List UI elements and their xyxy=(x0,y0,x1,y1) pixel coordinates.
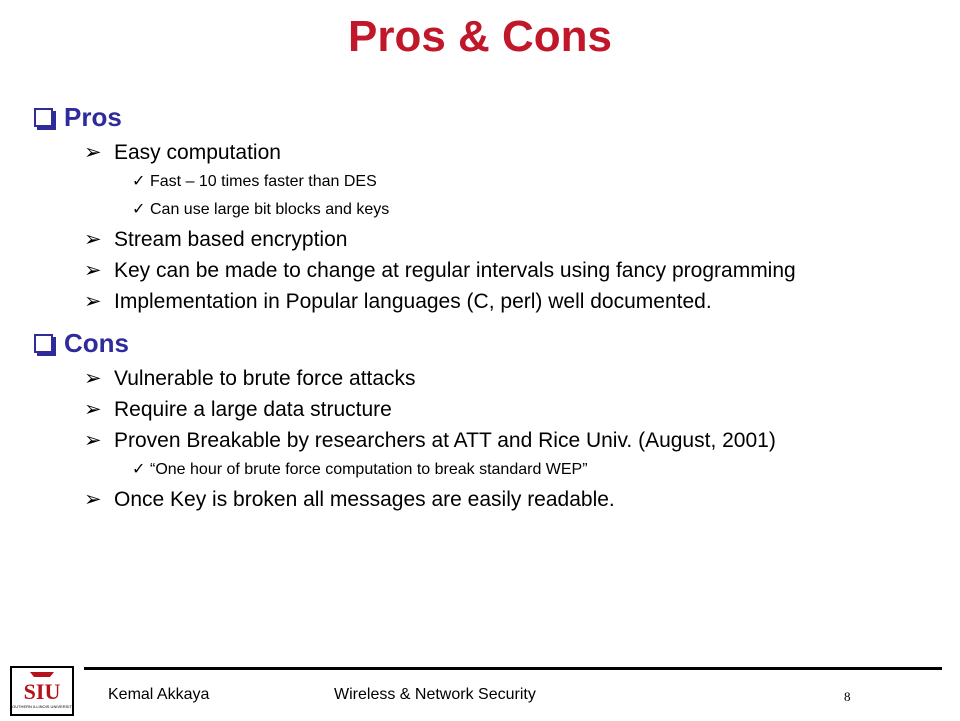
sub-bullet-text: Can use large bit blocks and keys xyxy=(150,201,390,218)
checkmark-icon: ✓ xyxy=(132,173,146,190)
arrow-bullet-icon: ➢ xyxy=(84,228,102,251)
bullet-item xyxy=(34,397,914,423)
footer-divider xyxy=(84,667,942,670)
page-number: 8 xyxy=(844,689,851,704)
slide-title: Pros & Cons xyxy=(347,12,613,61)
checkmark-icon: ✓ xyxy=(132,461,146,478)
bullet-text: Easy computation xyxy=(114,141,281,164)
sub-bullet-item xyxy=(34,459,914,481)
section-heading-label: Cons xyxy=(64,327,129,358)
bullet-text: Proven Breakable by researchers at ATT and Rice Univ. (August, 2001) xyxy=(114,429,776,452)
bullet-text: Vulnerable to brute force attacks xyxy=(114,367,416,390)
svg-text:SOUTHERN ILLINOIS UNIVERSITY: SOUTHERN ILLINOIS UNIVERSITY xyxy=(10,704,74,709)
arrow-bullet-icon: ➢ xyxy=(84,259,102,282)
checkbox-bullet-icon xyxy=(34,108,53,127)
arrow-bullet-icon: ➢ xyxy=(84,429,102,452)
bullet-item xyxy=(34,258,914,284)
arrow-bullet-icon: ➢ xyxy=(84,398,102,421)
bullet-text: Implementation in Popular languages (C, perl) well documented. xyxy=(114,290,712,313)
sub-bullet-item xyxy=(34,199,914,221)
arrow-bullet-icon: ➢ xyxy=(84,290,102,313)
slide-content xyxy=(34,98,914,518)
bullet-text: Once Key is broken all messages are easily readable. xyxy=(114,488,615,511)
bullet-item xyxy=(34,487,914,513)
section-heading-label: Pros xyxy=(64,101,122,132)
bullet-item xyxy=(34,428,914,454)
sub-bullet-text: “One hour of brute force computation to break standard WEP” xyxy=(150,461,588,478)
bullet-item xyxy=(34,366,914,392)
arrow-bullet-icon: ➢ xyxy=(84,488,102,511)
section-heading-cons xyxy=(34,324,914,362)
bullet-item xyxy=(34,227,914,253)
svg-text:SIU: SIU xyxy=(23,679,61,704)
bullet-item xyxy=(34,289,914,315)
sub-bullet-item xyxy=(34,171,914,193)
checkbox-bullet-icon xyxy=(34,334,53,353)
bullet-text: Require a large data structure xyxy=(114,398,392,421)
bullet-text: Key can be made to change at regular intervals using fancy programming xyxy=(114,259,796,282)
footer-course-title: Wireless & Network Security xyxy=(334,686,536,703)
section-heading-pros xyxy=(34,98,914,136)
arrow-bullet-icon: ➢ xyxy=(84,141,102,164)
arrow-bullet-icon: ➢ xyxy=(84,367,102,390)
checkmark-icon: ✓ xyxy=(132,201,146,218)
bullet-text: Stream based encryption xyxy=(114,228,348,251)
sub-bullet-text: Fast – 10 times faster than DES xyxy=(150,173,377,190)
footer-author: Kemal Akkaya xyxy=(108,686,210,703)
bullet-item xyxy=(34,140,914,166)
siu-logo xyxy=(10,666,74,716)
